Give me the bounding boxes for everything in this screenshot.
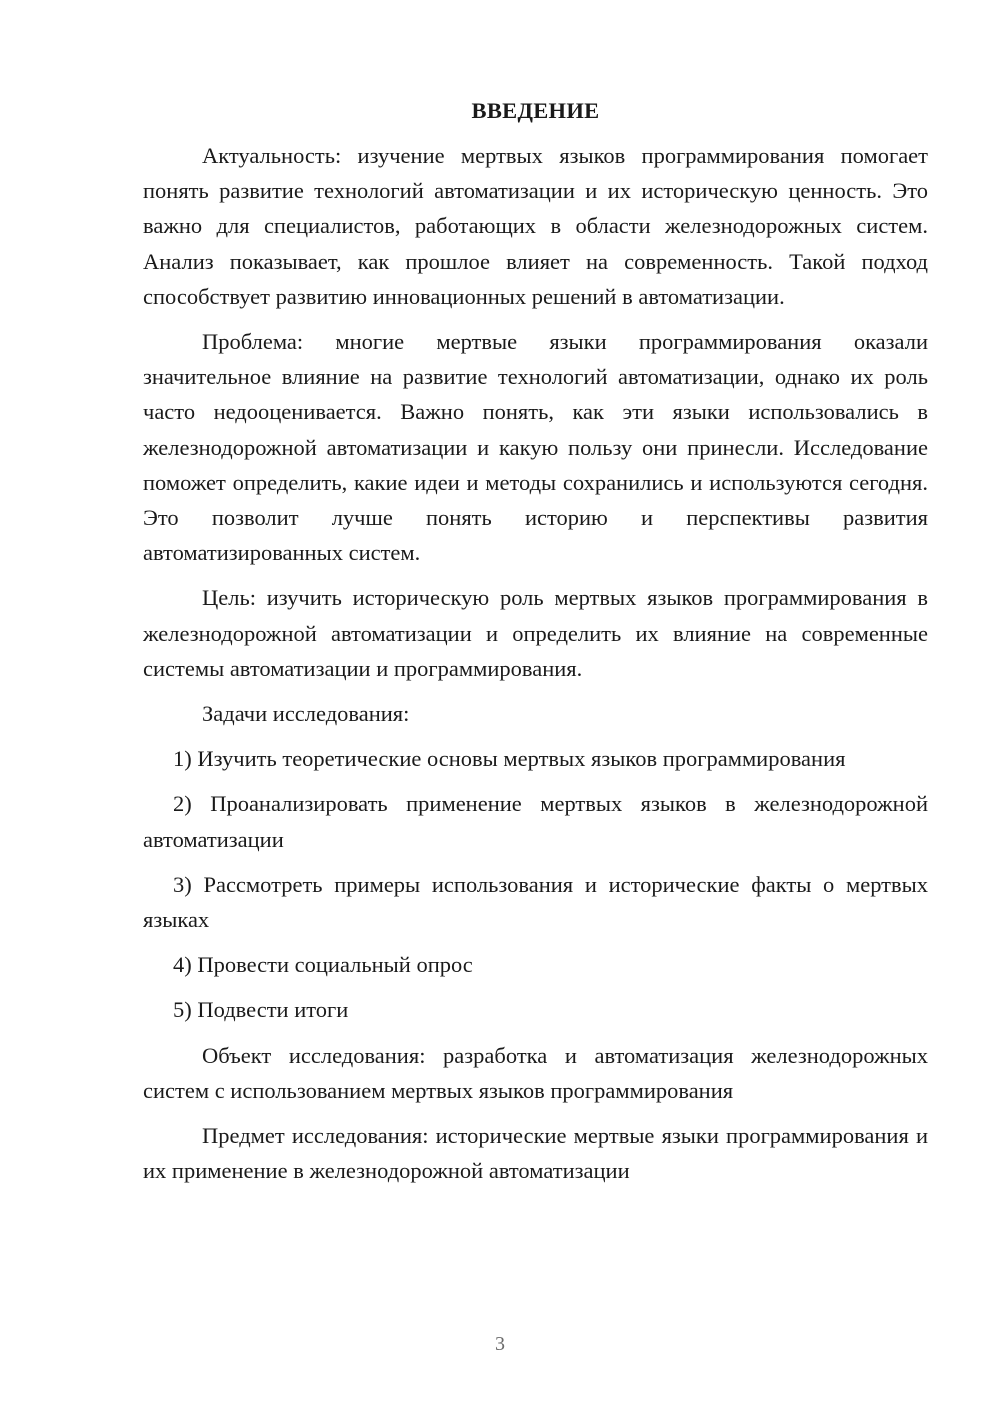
paragraph-object: Объект исследования: разработка и автоматизация железнодорожных систем с использованием мертвых языков программирования [143, 1042, 928, 1103]
paragraph-goal: Цель: изучить историческую роль мертвых языков программирования в железнодорожной автоматизации и определить их влияние на современные системы автоматизации и программирования. [143, 585, 928, 681]
paragraph-subject: Предмет исследования: исторические мертвые языки программирования и их применение в железнодорожной автоматизации [143, 1123, 928, 1184]
tasks-heading: Задачи исследования: [202, 701, 410, 727]
section-title: ВВЕДЕНИЕ [471, 98, 600, 123]
document-page [143, 92, 928, 1198]
paragraph-relevance: Актуальность: изучение мертвых языков программирования помогает понять развитие технологий автоматизации и их историческую ценность. Это важно для специалистов, работающих в области железнодорожных систем. Анализ показывает, как прошлое влияет на современность. Такой подход способствует развитию инновационных решений в автоматизации. [143, 143, 928, 309]
task-item-3: 3) Рассмотреть примеры использования и исторические факты о мертвых языках [143, 871, 928, 933]
task-item-5: 5) Подвести итоги [173, 997, 349, 1023]
page-number: 3 [495, 1333, 505, 1355]
task-item-4: 4) Провести социальный опрос [173, 952, 473, 978]
task-item-2: 2) Проанализировать применение мертвых языков в железнодорожной автоматизации [143, 791, 928, 852]
paragraph-problem: Проблема: многие мертвые языки программирования оказали значительное влияние на развитие технологий автоматизации, однако их роль часто недооценивается. Важно понять, как эти языки использовались в железнодорожной автоматизации и какую пользу они принесли. Исследование поможет определить, какие идеи и методы сохранились и используются сегодня. Это позволит лучше понять историю и перспективы развития автоматизированных систем. [143, 329, 928, 566]
task-item-1: 1) Изучить теоретические основы мертвых языков программирования [173, 746, 846, 772]
